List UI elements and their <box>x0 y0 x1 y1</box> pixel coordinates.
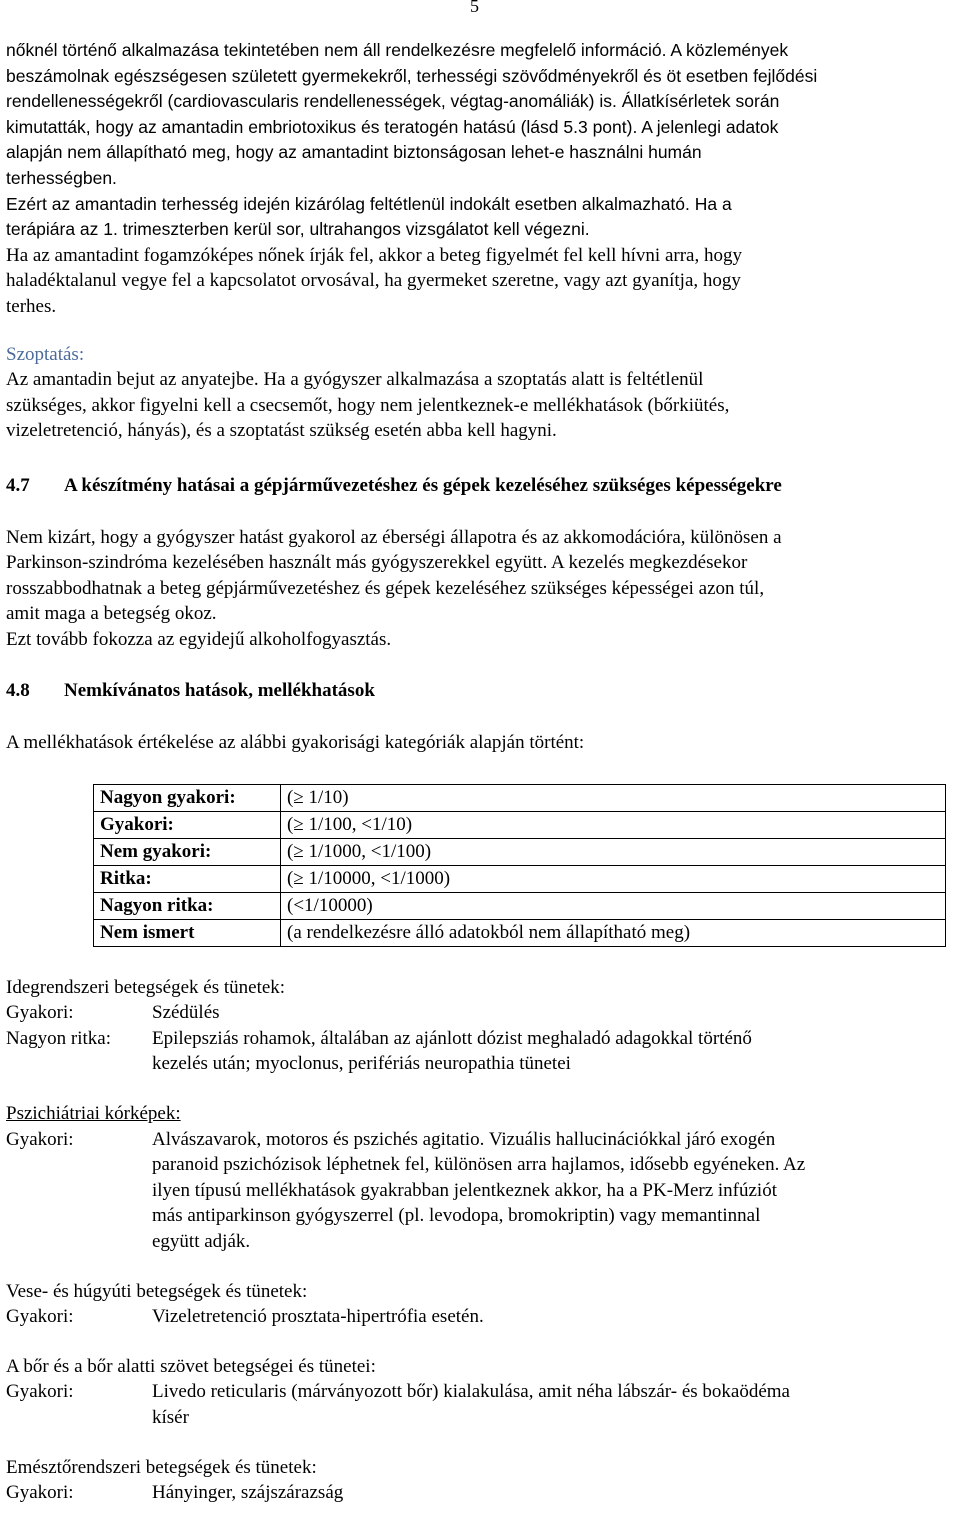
section-4-7-body <box>6 525 952 653</box>
adverse-effect-row <box>6 1000 952 1026</box>
frequency-key: Gyakori: <box>6 1128 74 1150</box>
gi-section <box>6 1455 952 1506</box>
page-number: 5 <box>470 0 479 16</box>
frequency-value: (≥ 1/10000, <1/1000) <box>281 865 946 892</box>
text-span: Nagyon gyakori: <box>100 786 236 808</box>
text-line: szükséges, akkor figyelni kell a csecsemőt, hogy nem jelentkeznek-e mellékhatások (bőrkiütés, <box>6 394 730 416</box>
adverse-effect-row <box>6 1026 952 1077</box>
frequency-key: Gyakori: <box>6 1482 74 1504</box>
table-row <box>94 784 946 811</box>
frequency-label <box>94 784 281 811</box>
frequency-key: Nagyon ritka: <box>6 1027 112 1049</box>
adverse-effect-row <box>6 1304 952 1330</box>
text-line: terhes. <box>6 295 57 317</box>
text-line: Ezért az amantadin terhesség idején kizárólag feltétlenül indokált esetben alkalmazható. Ha a <box>6 193 732 214</box>
frequency-key: Gyakori: <box>6 1306 74 1328</box>
section-title: A készítmény hatásai a gépjárművezetéshez és gépek kezeléséhez szükséges képességekre <box>64 474 782 496</box>
soc-title: Vese- és húgyúti betegségek és tünetek: <box>6 1280 308 1302</box>
text-line: amit maga a betegség okoz. <box>6 603 217 625</box>
frequency-label: Nem ismert <box>94 919 281 946</box>
text-line: együtt adják. <box>152 1231 251 1252</box>
frequency-label: Nem gyakori: <box>94 838 281 865</box>
text-span: rendellenességekről (cardiovascularis rendellenességek, végtag-anomáliák) is. <box>6 91 617 112</box>
text-span: Az amantadin bejut az anyatejbe. <box>6 369 259 391</box>
frequency-key: Gyakori: <box>6 1381 74 1403</box>
table-row <box>94 865 946 892</box>
text-line: Livedo reticularis (márványozott bőr) kialakulása, amit néha lábszár- és bokaödéma <box>152 1381 790 1403</box>
section-heading-4-8 <box>6 678 952 704</box>
table-row <box>94 838 946 865</box>
effect-text: Vizeletretenció prosztata-hipertrófia esetén. <box>152 1306 484 1328</box>
text-span: Állatkísérletek során <box>616 91 780 112</box>
psychiatric-section <box>6 1101 952 1255</box>
text-line: kísér <box>152 1406 189 1428</box>
text-line: más antiparkinson gyógyszerrel (pl. levodopa, bromokriptin) vagy memantinnal <box>152 1205 761 1227</box>
text-line: Epilepsziás rohamok, általában az ajánlott dózist meghaladó adagokkal történő <box>152 1027 752 1049</box>
text-line: ilyen típusú mellékhatások gyakrabban jelentkeznek akkor, ha a PK-Merz infúziót <box>152 1179 777 1201</box>
frequency-value: (≥ 1/1000, <1/100) <box>281 838 946 865</box>
breastfeeding-section <box>6 342 952 444</box>
text-line: Ha az amantadint fogamzóképes nőnek írják fel, akkor a beteg figyelmét fel kell hívni arra, hogy <box>6 244 742 266</box>
section-heading-4-7 <box>6 473 952 499</box>
soc-title: Pszichiátriai kórképek: <box>6 1103 181 1125</box>
adverse-effect-row <box>6 1480 952 1506</box>
renal-section <box>6 1279 952 1330</box>
adverse-effect-row <box>6 1127 952 1255</box>
text-line: haladéktalanul vegye fel a kapcsolatot orvosával, ha gyermeket szeretne, vagy azt gyanítja, hogy <box>6 270 741 292</box>
frequency-intro: A mellékhatások értékelése az alábbi gyakorisági kategóriák alapján történt: <box>6 732 585 754</box>
text-line: terhességben. <box>6 167 117 188</box>
section-number: 4.8 <box>6 680 30 702</box>
text-line: Nem kizárt, hogy a gyógyszer hatást gyakorol az éberségi állapotra és az akkomodációra, különösen a <box>6 526 782 548</box>
frequency-value: (≥ 1/10) <box>281 784 946 811</box>
text-line <box>6 367 952 393</box>
text-span: Ha a gyógyszer alkalmazása a szoptatás alatt is feltétlenül <box>258 369 704 391</box>
text-line: paranoid pszichózisok léphetnek fel, különösen arra hajlamos, idősebb egyéneken. Az <box>152 1154 806 1176</box>
frequency-label: Ritka: <box>94 865 281 892</box>
text-line: Ezt tovább fokozza az egyidejű alkoholfogyasztás. <box>6 628 392 650</box>
intro-paragraph <box>6 38 952 243</box>
text-line: alapján nem állapítható meg, hogy az amantadint biztonságosan lehet-e használni humán <box>6 142 702 163</box>
table-row <box>94 811 946 838</box>
skin-section <box>6 1354 952 1431</box>
document-body <box>6 38 952 1506</box>
effect-text <box>152 1127 952 1255</box>
frequency-value: (<1/10000) <box>281 892 946 919</box>
frequency-value: (≥ 1/100, <1/10) <box>281 811 946 838</box>
section-title: Nemkívánatos hatások, mellékhatások <box>64 680 375 702</box>
frequency-label: Gyakori: <box>94 811 281 838</box>
text-line: nőknél történő alkalmazása tekintetében nem áll rendelkezésre megfelelő információ. A közlemények <box>6 40 789 60</box>
effect-text: Szédülés <box>152 1002 220 1024</box>
frequency-value: (a rendelkezésre álló adatokból nem állapítható meg) <box>281 919 946 946</box>
table-row <box>94 892 946 919</box>
nervous-system-section <box>6 975 952 1077</box>
soc-title: A bőr és a bőr alatti szövet betegségei és tünetei: <box>6 1355 376 1377</box>
text-line: Parkinson-szindróma kezelésében használt más gyógyszerekkel együtt. A kezelés megkezdésekor <box>6 552 748 574</box>
soc-title: Emésztőrendszeri betegségek és tünetek: <box>6 1456 317 1478</box>
text-line: vizeletretenció, hányás), és a szoptatást szükség esetén abba kell hagyni. <box>6 420 557 442</box>
text-line: rosszabbodhatnak a beteg gépjárművezetéshez és gépek kezeléséhez szükséges képességei azon túl, <box>6 577 765 599</box>
effect-text <box>152 1379 952 1430</box>
text-line: beszámolnak egészségesen született gyermekekről, terhességi szövődményekről és öt esetben fejlődési <box>6 65 818 86</box>
pregnancy-advice-paragraph <box>6 243 952 320</box>
text-line <box>6 89 952 115</box>
breastfeeding-title: Szoptatás: <box>6 343 85 365</box>
effect-text: Hányinger, szájszárazság <box>152 1482 344 1504</box>
adverse-effect-row <box>6 1379 952 1430</box>
table-row <box>94 919 946 946</box>
frequency-table <box>93 784 946 947</box>
effect-text <box>152 1026 952 1077</box>
text-line: Alvászavarok, motoros és pszichés agitatio. Vizuális hallucinációkkal járó exogén <box>152 1128 776 1150</box>
text-span: kimutatták, hogy az amantadin embriotoxikus és teratogén hatású (lásd 5.3 pont). <box>6 116 638 137</box>
frequency-label: Nagyon ritka: <box>94 892 281 919</box>
soc-title: Idegrendszeri betegségek és tünetek: <box>6 976 286 998</box>
text-span: A jelenlegi adatok <box>637 116 779 137</box>
text-line: kezelés után; myoclonus, perifériás neuropathia tünetei <box>152 1053 571 1075</box>
frequency-key: Gyakori: <box>6 1002 74 1024</box>
text-line: terápiára az 1. trimeszterben kerül sor, ultrahangos vizsgálatot kell végezni. <box>6 219 590 240</box>
section-number: 4.7 <box>6 474 30 496</box>
text-line <box>6 115 952 141</box>
